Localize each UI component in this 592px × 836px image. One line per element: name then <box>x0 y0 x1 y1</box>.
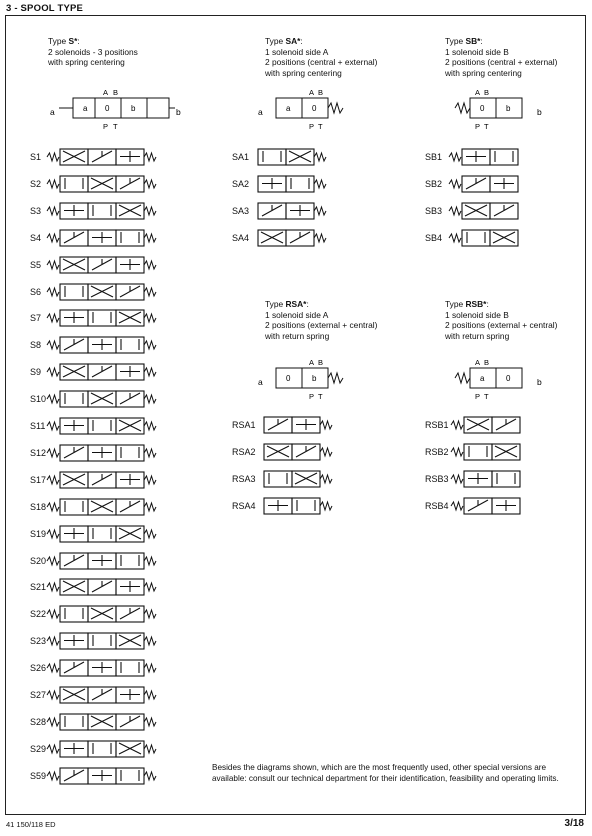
spool-code-label: RSA3 <box>232 473 256 484</box>
spool-symbol <box>262 497 352 517</box>
spool-code-label: S23 <box>30 636 47 647</box>
pos-b-label: b <box>312 374 317 383</box>
spool-code-label: RSB2 <box>425 446 449 457</box>
schematic-label-a: a <box>50 107 55 117</box>
schematic-rsb <box>455 356 545 400</box>
spool-code-label: S8 <box>30 340 42 351</box>
port-p-label: P <box>309 122 315 131</box>
spool-code-label: SB3 <box>425 205 443 216</box>
spool-code-label: S20 <box>30 555 47 566</box>
spool-symbol <box>46 283 166 303</box>
pos-a-label: a <box>286 104 291 113</box>
port-a-label: A <box>309 358 315 367</box>
spool-code-label: RSB3 <box>425 473 449 484</box>
spool-code-label: S17 <box>30 474 47 485</box>
port-a-label: A <box>475 88 481 97</box>
spool-code-label: RSA4 <box>232 500 256 511</box>
spool-code-label: S18 <box>30 501 47 512</box>
spool-code-label: SB2 <box>425 178 443 189</box>
spool-code-label: RSA2 <box>232 446 256 457</box>
schematic-sb <box>455 86 545 130</box>
pos-a-label: a <box>480 374 485 383</box>
port-a-label: A <box>103 88 109 97</box>
spool-code-label: S21 <box>30 582 47 593</box>
pos-zero-label: 0 <box>312 104 317 113</box>
spool-symbol <box>46 659 166 679</box>
pos-zero-label: 0 <box>286 374 291 383</box>
spool-symbol <box>46 471 166 491</box>
spool-symbol <box>46 767 166 787</box>
spool-code-label: S4 <box>30 232 42 243</box>
pos-zero-label: 0 <box>105 104 110 113</box>
spool-symbol <box>448 229 538 249</box>
spool-symbol <box>46 686 166 706</box>
type-rsa-description: Type RSA*: 1 solenoid side A 2 positions (external + central) with return spring <box>265 299 378 341</box>
spool-symbol <box>46 148 166 168</box>
spool-symbol <box>46 390 166 410</box>
schematic-label-a: a <box>258 107 263 117</box>
port-b-label: B <box>318 88 324 97</box>
spool-code-label: S3 <box>30 205 42 216</box>
schematic-label-a: a <box>258 377 263 387</box>
page-number: 3/18 <box>564 818 584 829</box>
section-title: 3 - SPOOL TYPE <box>6 3 84 14</box>
spool-code-label: S19 <box>30 528 47 539</box>
spool-symbol <box>46 336 166 356</box>
spool-code-label: RSB1 <box>425 420 449 430</box>
spool-code-label: SA3 <box>232 205 250 216</box>
spool-code-label: S2 <box>30 178 42 189</box>
pos-zero-label: 0 <box>506 374 511 383</box>
port-b-label: B <box>484 358 490 367</box>
spool-code-label: S29 <box>30 743 47 754</box>
spool-symbol <box>46 363 166 383</box>
spool-symbol <box>448 148 538 168</box>
spool-code-label: SA1 <box>232 152 250 162</box>
port-p-label: P <box>475 122 481 131</box>
spool-code-label: S12 <box>30 447 47 458</box>
spool-code-label: RSB4 <box>425 500 449 511</box>
schematic-rsa <box>258 356 348 400</box>
port-b-label: B <box>113 88 119 97</box>
port-b-label: B <box>484 88 490 97</box>
spool-code-label: SA4 <box>232 232 250 243</box>
spool-symbol <box>450 497 540 517</box>
spool-code-label: RSA1 <box>232 420 256 430</box>
pos-b-label: b <box>131 104 136 113</box>
spool-code-label: S28 <box>30 716 47 727</box>
spool-code-label: SB4 <box>425 232 443 243</box>
port-t-label: T <box>484 122 489 131</box>
schematic-label-b: b <box>176 107 181 117</box>
spool-symbol <box>46 498 166 518</box>
port-t-label: T <box>113 122 118 131</box>
schematic-s <box>48 86 183 130</box>
spool-symbol <box>448 175 538 195</box>
type-sb-description: Type SB*: 1 solenoid side B 2 positions (central + external) with spring centering <box>445 36 558 78</box>
spool-code-label: S1 <box>30 152 42 162</box>
schematic-label-b: b <box>537 107 542 117</box>
pos-b-label: b <box>506 104 511 113</box>
spool-symbol <box>450 416 540 436</box>
spool-symbol <box>46 417 166 437</box>
spool-code-label: S6 <box>30 286 42 297</box>
spool-symbol <box>46 578 166 598</box>
spool-symbol <box>46 202 166 222</box>
port-p-label: P <box>475 392 481 401</box>
spool-symbol <box>450 443 540 463</box>
spool-code-label: S9 <box>30 367 42 378</box>
spool-symbol <box>256 229 346 249</box>
spool-code-label: S59 <box>30 770 47 781</box>
spool-symbol <box>46 605 166 625</box>
port-p-label: P <box>103 122 109 131</box>
spool-code-label: S11 <box>30 421 46 431</box>
port-t-label: T <box>318 122 323 131</box>
spool-symbol <box>46 309 166 329</box>
spool-symbol <box>46 444 166 464</box>
spool-code-label: S27 <box>30 690 47 700</box>
port-p-label: P <box>309 392 315 401</box>
spool-symbol <box>46 229 166 249</box>
special-versions-note: Besides the diagrams shown, which are the most frequently used, other special versions are available: consult our technical department for their identification, feasibility and operating limits. <box>212 763 559 783</box>
spool-symbol <box>46 525 166 545</box>
spool-code-label: S26 <box>30 663 47 674</box>
spool-symbol <box>262 416 352 436</box>
spool-symbol <box>46 256 166 276</box>
spool-symbol <box>262 443 352 463</box>
spool-code-label: SA2 <box>232 178 250 189</box>
port-b-label: B <box>318 358 324 367</box>
port-a-label: A <box>475 358 481 367</box>
spool-symbol <box>46 175 166 195</box>
spool-symbol <box>262 470 352 490</box>
spool-symbol <box>450 470 540 490</box>
spool-symbol <box>256 148 346 168</box>
type-s-description: Type S*: 2 solenoids - 3 positions with spring centering <box>48 36 138 67</box>
spool-code-label: S10 <box>30 394 47 405</box>
type-rsb-description: Type RSB*: 1 solenoid side B 2 positions (external + central) with return spring <box>445 299 558 341</box>
spool-symbol <box>448 202 538 222</box>
pos-zero-label: 0 <box>480 104 485 113</box>
port-a-label: A <box>309 88 315 97</box>
spool-symbol <box>256 202 346 222</box>
spool-symbol <box>256 175 346 195</box>
pos-a-label: a <box>83 104 88 113</box>
port-t-label: T <box>318 392 323 401</box>
spool-code-label: S7 <box>30 313 42 324</box>
schematic-sa <box>258 86 348 130</box>
spool-symbol <box>46 740 166 760</box>
port-t-label: T <box>484 392 489 401</box>
spool-code-label: S5 <box>30 259 42 270</box>
spool-symbol <box>46 632 166 652</box>
schematic-label-b: b <box>537 377 542 387</box>
document-code: 41 150/118 ED <box>6 820 56 829</box>
spool-code-label: S22 <box>30 609 47 620</box>
type-sa-description: Type SA*: 1 solenoid side A 2 positions (central + external) with spring centering <box>265 36 378 78</box>
spool-symbol <box>46 552 166 572</box>
spool-symbol <box>46 713 166 733</box>
spool-code-label: SB1 <box>425 152 443 162</box>
